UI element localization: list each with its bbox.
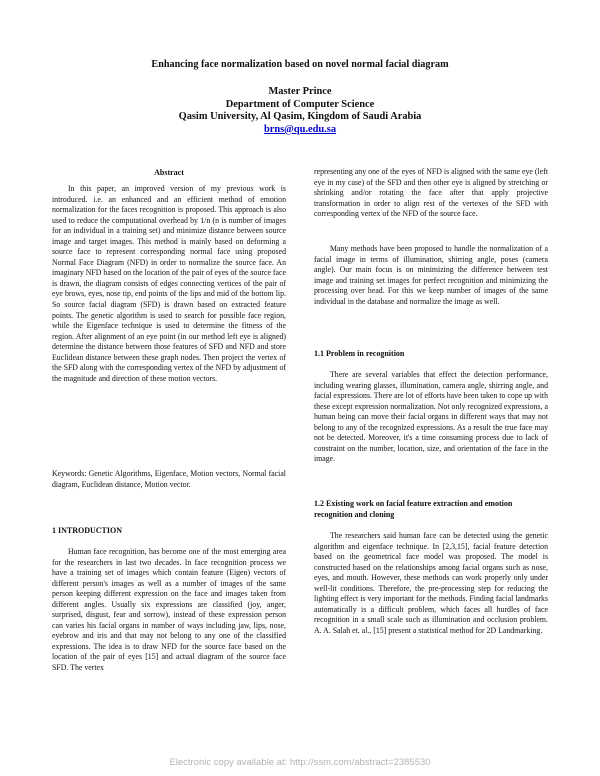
author-department: Department of Computer Science (225, 98, 375, 110)
right-para-1 (314, 167, 548, 220)
keywords-text: Keywords: Genetic Algorithms, Eigenface, Motion vectors, Normal facial diagram, Euclidean distance, Motion vector. (52, 469, 286, 489)
keywords (52, 469, 286, 490)
intro-heading: 1 INTRODUCTION (52, 526, 123, 535)
right-text-1: representing any one of the eyes of NFD is aligned with the same eye (left eye in my case) of the SFD and then other eye is aligned by stretching or shrinking and/or rotating the face after that apply projective transformation in order to align rest of the vertexes of the SFD with corresponding vertex of the NFD of the source face. (314, 167, 548, 219)
intro-body (52, 547, 286, 674)
right-text-3: There are several variables that effect the detection performance, including wearing glasses, illumination, camera angle, shirring angle, and facial expressions. There are lot of efforts have been taken to cope up with these except expression normalization. Not only recognized expressions, a human being can move their facial organs in different ways that may not belong to any of the recognized expressions. As a result the true face may not be detected. Moreover, it's a time consuming process due to lack of constraint on the number, location, size, and orientation of the face in the image. (314, 370, 548, 464)
right-para-3 (314, 370, 548, 465)
paper-title: Enhancing face normalization based on novel normal facial diagram (151, 59, 449, 70)
abstract-text: In this paper, an improved version of my previous work is introduced. i.e. an enhanced and an efficient method of emotion normalization for the faces recognition is proposed. This approach is also used to reduce the computational overhead by 1/n (n is number of images for an individual in a training set) and minimize distance between source image and target images. This method is mainly based on deforming a source face to represent corresponding normal face using proposed Normal Face Diagram (NFD) in order to normalize the source face. An imaginary NFD based on the location of the pair of eyes of the source face is drawn, the diagram consists of edges connecting vertices of the pair of eye brows, eyes, nose tip, end points of the lips and mid of the bottom lip. So source facial diagram (SFD) is drawn based on extracted feature points. The genetic algorithm is used to search for possible face region, while the Eigenface technique is used to determine the fitness of the region. After alignment of an eye point (in our method left eye is aligned) determine the distance between those features of SFD and NFD and store Euclidean distance between these graph nodes. Then project the vertex of the SFD along with the corresponding vertex of the NFD by adjustment of the magnitude and direction of these motion vectors. (52, 184, 286, 383)
section-1-1-heading: 1.1 Problem in recognition (314, 349, 405, 358)
abstract-body (52, 184, 286, 384)
electronic-copy-footer: Electronic copy available at: http://ssm.com/abstract=2385530 (169, 757, 431, 768)
right-text-4: The researchers said human face can be detected using the genetic algorithm and eigenface technique. In [2,3,15], facial feature detection based on the geometrical face model was proposed. The model is constructed based on the relationships among facial organs such as nose, eyes, and mouth. However, these methods can work properly only under well-lit conditions. Therefore, the pre-processing step for reducing the lighting effect is very important for the methods. Finding facial landmarks automatically is a difficult problem, which faces all hurdles of face recognition in a small scale such as illumination and occlusion problem. A. A. Salah et. al., [15] present a statistical method for 2D Landmarking. (314, 531, 548, 635)
author-name: Master Prince (268, 86, 332, 97)
right-para-4 (314, 531, 548, 636)
right-para-2 (314, 244, 548, 307)
author-affiliation: Qasim University, Al Qasim, Kingdom of Saudi Arabia (178, 111, 422, 123)
section-1-2-heading: 1.2 Existing work on facial feature extraction and emotion recognition and cloning (314, 499, 513, 519)
author-email-link[interactable]: brns@qu.edu.sa (263, 123, 337, 135)
author-block (0, 86, 600, 136)
intro-text: Human face recognition, has become one of the most emerging area for the researchers in last two decades. In face recognition process we have a training set of images which contain feature (Eigen) vectors of different person's images as well as a number of images of the same person keeping different expression on the face and images taken from different angles. Usually six expressions are classified (joy, anger, surprised, disgust, fear and sorrow), instead of these expression person can varies his facial organs in number of ways including jaw, lips, nose, eyebrow and iris and that may not belong to any one of the classified expressions. The idea is to draw NFD for the source face based on the location of the pair of eyes [15] and actual diagram of the source face SFD. The vertex (52, 547, 286, 673)
abstract-heading: Abstract (154, 168, 184, 177)
right-text-2: Many methods have been proposed to handle the normalization of a facial image in terms of illumination, shirring angle, poses (camera angle). Our main focus is on minimizing the difference between test image and training set images for perfect recognition and minimizing the processing over head. For this we keep number of images of the same individual in the database and normalize the image as well. (314, 244, 548, 306)
